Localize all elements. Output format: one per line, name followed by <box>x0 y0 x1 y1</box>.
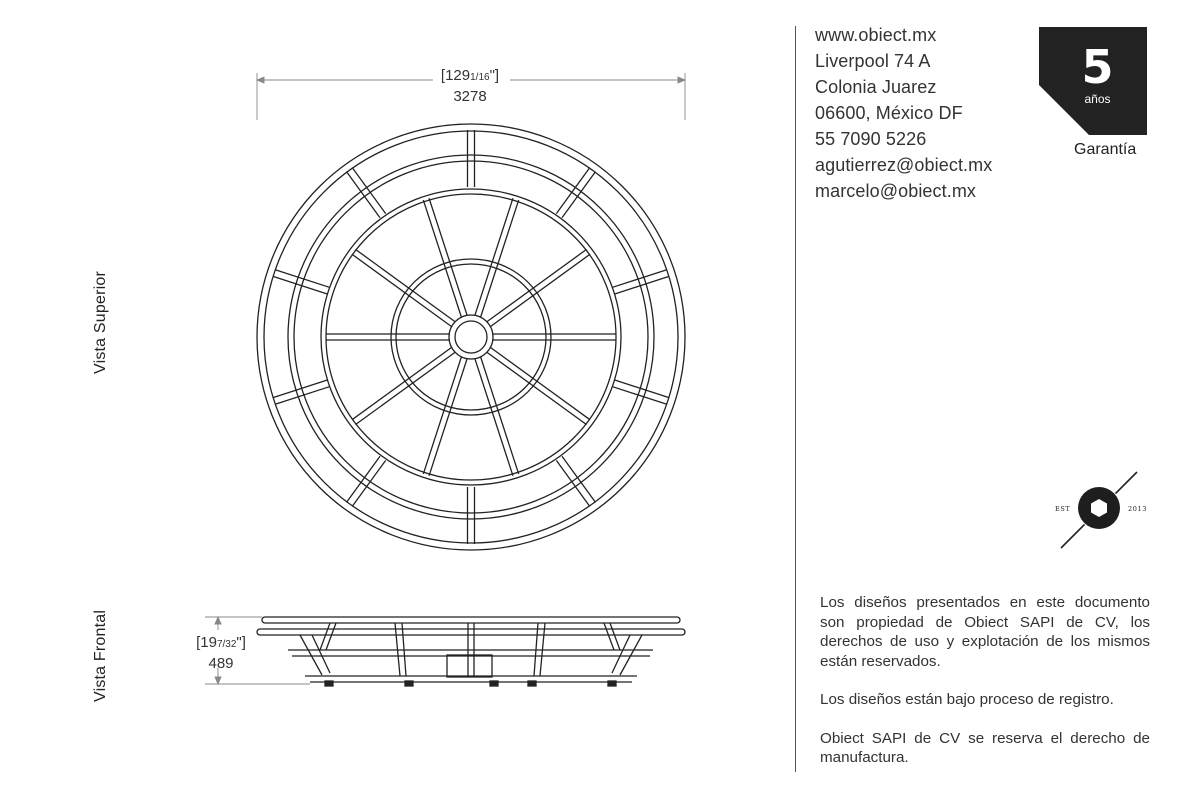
spoke-line <box>352 348 452 420</box>
email-link-2[interactable]: marcelo@obiect.mx <box>815 181 977 201</box>
top-view-drawing <box>257 124 685 550</box>
address-colonia: Colonia Juarez <box>815 77 937 97</box>
warranty-label: Garantía <box>1074 141 1137 158</box>
spoke-line <box>423 200 461 317</box>
phone-number: 55 7090 5226 <box>815 129 927 149</box>
spoke-line <box>346 172 380 218</box>
spoke-line <box>562 172 596 218</box>
email-link-1[interactable]: agutierrez@obiect.mx <box>815 155 993 175</box>
spoke-line <box>355 249 455 321</box>
spoke-line <box>487 352 587 424</box>
spoke-line <box>481 357 519 474</box>
warranty-years: 5 <box>1081 40 1114 94</box>
spoke-line <box>355 352 455 424</box>
legal-paragraph-1: Los diseños presentados en este documento son propiedad de Obiect SAPI de CV, los derechos de uso y explotación de los mismos están reservados. <box>820 594 1150 670</box>
legal-paragraph-3: Obiect SAPI de CV se reserva el derecho de manufactura. <box>820 729 1150 766</box>
width-dimension-line <box>257 73 685 120</box>
logo-est-text: EST <box>1055 505 1071 513</box>
spoke-line <box>429 198 467 315</box>
contact-block <box>815 22 992 204</box>
spoke-line <box>556 167 590 213</box>
spoke-line <box>475 198 513 315</box>
website-link[interactable]: www.obiect.mx <box>815 25 937 45</box>
spoke-line <box>352 254 452 326</box>
height-mm: 489 <box>208 655 234 672</box>
spoke-line <box>352 460 386 506</box>
warranty-unit: años <box>1084 92 1111 106</box>
spoke-line <box>346 456 380 502</box>
top-view-label: Vista Superior <box>92 270 109 374</box>
front-view-label: Vista Frontal <box>92 609 109 702</box>
spoke-line <box>491 348 591 420</box>
address-street: Liverpool 74 A <box>815 51 931 71</box>
column-divider <box>795 26 796 772</box>
front-view-drawing <box>257 617 685 686</box>
spoke-line <box>429 359 467 476</box>
spoke-line <box>475 359 513 476</box>
width-mm: 3278 <box>453 88 487 105</box>
spoke-line <box>562 456 596 502</box>
spoke-line <box>423 357 461 474</box>
spoke-line <box>491 254 591 326</box>
spoke-line <box>481 200 519 317</box>
address-city: 06600, México DF <box>815 103 963 123</box>
spoke-line <box>487 249 587 321</box>
legal-notice <box>820 593 1150 787</box>
spoke-line <box>352 167 386 213</box>
logo-year-text: 2013 <box>1128 505 1147 513</box>
width-imperial: [1291/16"] <box>440 67 500 84</box>
height-imperial: [197/32"] <box>196 634 246 651</box>
legal-paragraph-2: Los diseños están bajo proceso de registro. <box>820 691 1114 708</box>
spoke-line <box>556 460 590 506</box>
